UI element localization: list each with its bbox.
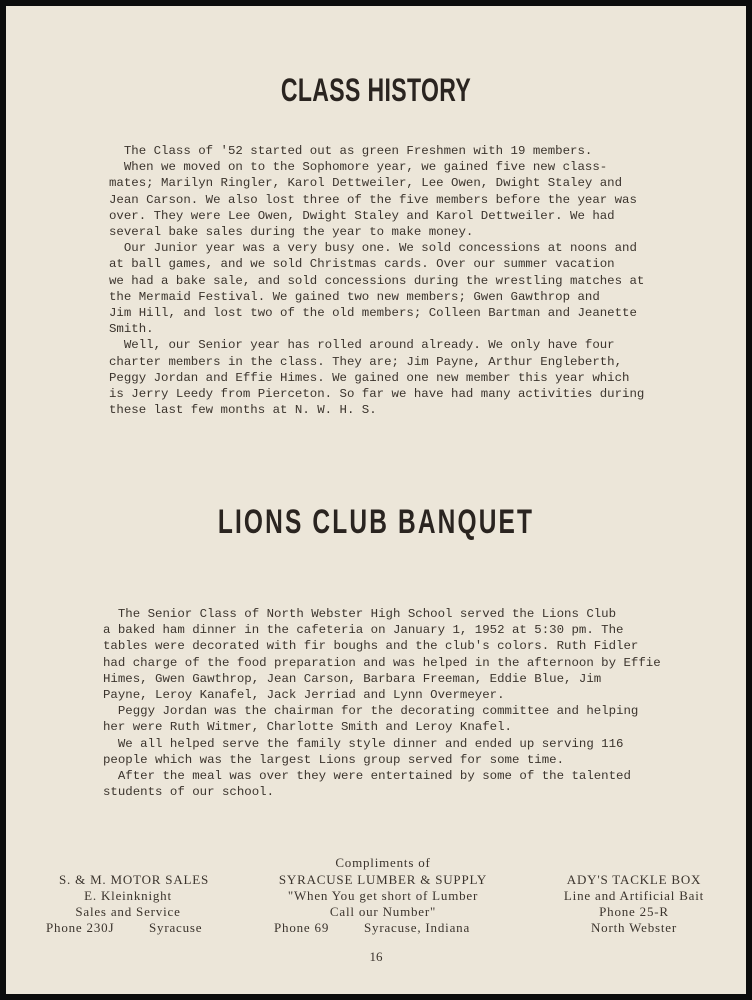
text-line: The Senior Class of North Webster High School served the Lions Club [103,607,617,621]
text-line: After the meal was over they were entertained by some of the talented [103,769,631,784]
text-line: Our Junior year was a very busy one. We sold concessions at noons and [109,241,637,256]
text-line: Smith. [109,322,154,337]
ad-tackle-box-tagline: Line and Artificial Bait [563,888,705,903]
text-line: the Mermaid Festival. We gained two new members; Gwen Gawthrop and [109,289,600,304]
class-history-body [109,143,644,418]
ad-motor-sales-town: Syracuse [149,920,203,935]
ad-tackle-box-phone: Phone 25-R [599,904,669,919]
text-line: Jean Carson. We also lost three of the five members before the year was [109,192,637,207]
text-line: Peggy Jordan was the chairman for the decorating committee and helping [103,704,639,719]
ad-motor-sales-owner: E. Kleinknight [84,888,172,903]
text-line: these last few months at N. W. H. S. [109,403,377,418]
ad-lumber-slogan-2: Call our Number" [329,904,437,919]
text-line: Jim Hill, and lost two of the old members; Colleen Bartman and Jeanette [109,306,637,321]
ad-motor-sales-phone: Phone 230J [46,920,115,935]
ad-tackle-box-town: North Webster [590,920,678,935]
lions-club-body [103,606,661,800]
text-line: The Class of '52 started out as green Freshmen with 19 members. [109,144,593,158]
page-number: 16 [369,949,383,964]
text-line: over. They were Lee Owen, Dwight Staley and Karol Dettweiler. We had [109,208,615,223]
ad-tackle-box-name: ADY'S TACKLE BOX [566,872,702,887]
text-line: charter members in the class. They are; Jim Payne, Arthur Engleberth, [109,354,623,369]
ad-motor-sales-service: Sales and Service [75,904,181,919]
ad-lumber-phone: Phone 69 [274,920,330,935]
ad-lumber-town: Syracuse, Indiana [364,920,471,935]
text-line: is Jerry Leedy from Pierceton. So far we have had many activities during [109,387,645,402]
text-line: Himes, Gwen Gawthrop, Jean Carson, Barbara Freeman, Eddie Blue, Jim [103,671,602,686]
ad-lumber-slogan-1: "When You get short of Lumber [287,888,479,903]
text-line: several bake sales during the year to make money. [109,225,474,240]
class-history-title: CLASS HISTORY [280,72,472,108]
text-line: we had a bake sale, and sold concessions during the wrestling matches at [109,273,645,288]
ad-motor-sales-name: S. & M. MOTOR SALES [58,872,210,887]
text-line: students of our school. [103,785,275,800]
text-line: When we moved on to the Sophomore year, we gained five new class- [109,160,608,175]
lions-club-title: LIONS CLUB BANQUET [217,503,535,541]
text-line: had charge of the food preparation and was helped in the afternoon by Effie [103,655,661,670]
ad-lumber-compliments: Compliments of [335,855,431,870]
text-line: mates; Marilyn Ringler, Karol Dettweiler, Lee Owen, Dwight Staley and [109,176,623,191]
text-line: We all helped serve the family style dinner and ended up serving 116 [103,736,624,751]
yearbook-page [6,6,746,994]
text-line: Peggy Jordan and Effie Himes. We gained one new member this year which [109,370,630,385]
text-line: a baked ham dinner in the cafeteria on January 1, 1952 at 5:30 pm. The [103,623,624,638]
text-line: tables were decorated with fir boughs and the club's colors. Ruth Fidler [103,639,639,654]
text-line: her were Ruth Witmer, Charlotte Smith and Leroy Knafel. [103,720,512,735]
text-line: at ball games, and we sold Christmas cards. Over our summer vacation [109,257,615,272]
text-line: Payne, Leroy Kanafel, Jack Jerriad and Lynn Overmeyer. [103,688,505,703]
text-line: people which was the largest Lions group served for some time. [103,752,565,767]
text-line: Well, our Senior year has rolled around already. We only have four [109,338,615,353]
ad-lumber-name: SYRACUSE LUMBER & SUPPLY [278,872,488,887]
